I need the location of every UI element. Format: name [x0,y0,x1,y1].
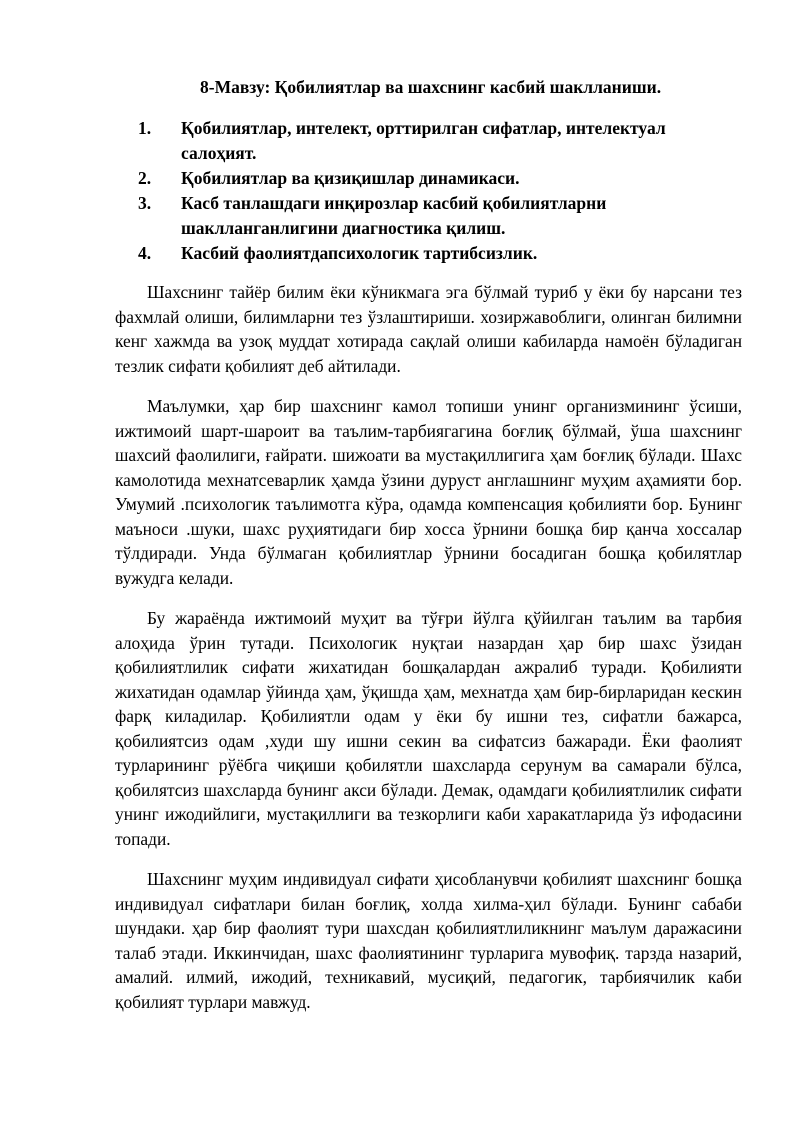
outline-item-text: Касбий фаолиятдапсихологик тартибсизлик. [181,243,538,263]
body-text [115,280,742,1030]
outline-item [138,166,698,191]
outline-item-text: Қобилиятлар ва қизиқишлар динамикаси. [181,168,520,188]
document-title: 8-Мавзу: Қобилиятлар ва шахснинг касбий шаклланиши. [200,77,662,97]
outline-item-number: 2. [138,168,152,188]
outline-item [138,241,698,266]
paragraph: Маълумки, ҳар бир шахснинг камол топиши унинг организмининг ўсиши, ижтимоий шарт-шароит ва таълим-тарбиягагина боғлиқ бўлмай, ўша шахснинг шахсий фаолилиги, ғайрати. шижоати ва мустақиллигига ҳам боғлиқ бўлади. Шахс камолотида мехнатсеварлик ҳамда ўзини дуруст англашнинг муҳим аҳамияти бор. Умумий .психологик таълимотга кўра, одамда компенсация қобилияти бор. Бунинг маъноси .шуки, шахс руҳиятидаги бир хосса ўрнини бошқа бир қанча хоссалар тўлдиради. Унда бўлмаган қобилиятлар ўрнини босадиган бошқа қобилятлар вужудга келади. [115,396,742,588]
paragraph: Бу жараёнда ижтимоий муҳит ва тўғри йўлга қўйилган таълим ва тарбия алоҳида ўрин тутади. Психологик нуқтаи назардан ҳар бир шахс ўзидан қобилиятлилик сифати жихатидан бошқалардан ажралиб туради. Қобилияти жихатидан одамлар ўйинда ҳам, ўқишда ҳам, мехнатда ҳам бир-бирларидан кескин фарқ киладилар. Қобилиятли одам у ёки бу ишни тез, сифатли бажарса, қобилиятсиз одам ,худи шу ишни секин ва сифатсиз бажаради. Ёки фаолият турларининг рўёбга чиқиши қобилятли шахсларда серунум ва самарали бўлса, қобилятсиз шахсларда бунинг акси бўлади. Демак, одамдаги қобилиятлилик сифати унинг ижодийлиги, мустақиллиги ва тезкорлиги каби харакатларида ўз ифодасини топади. [115,608,742,849]
outline-item [138,116,698,166]
outline-item-number: 3. [138,193,152,213]
topic-outline [138,116,698,266]
outline-item-number: 4. [138,243,152,263]
outline-item [138,191,698,241]
paragraph: Шахснинг муҳим индивидуал сифати ҳисобланувчи қобилият шахснинг бошқа индивидуал сифатлари билан боғлиқ, холда хилма-ҳил бўлади. Бунинг сабаби шундаки. ҳар бир фаолият тури шахсдан қобилиятлиликнинг маълум даражасини талаб этади. Иккинчидан, шахс фаолиятининг турларига мувофиқ. тарзда назарий, амалий. илмий, ижодий, техникавий, мусиқий, педагогик, тарбиячилик каби қобилият турлари мавжуд. [115,869,742,1012]
outline-item-number: 1. [138,118,152,138]
outline-item-text: Қобилиятлар, интелект, орттирилган сифатлар, интелектуал салоҳият. [181,118,666,163]
outline-item-text: Касб танлашдаги инқирозлар касбий қобилиятларни шаклланганлигини диагностика қилиш. [181,193,607,238]
paragraph: Шахснинг тайёр билим ёки кўникмага эга бўлмай туриб у ёки бу нарсани тез фахмлай олиши, билимларни тез ўзлаштириши. хозиржавоблиги, олинган билимни кенг хажмда ва узоқ муддат хотирада сақлай олиши кабиларда намоён бўладиган тезлик сифати қобилият деб айтилади. [115,282,742,376]
